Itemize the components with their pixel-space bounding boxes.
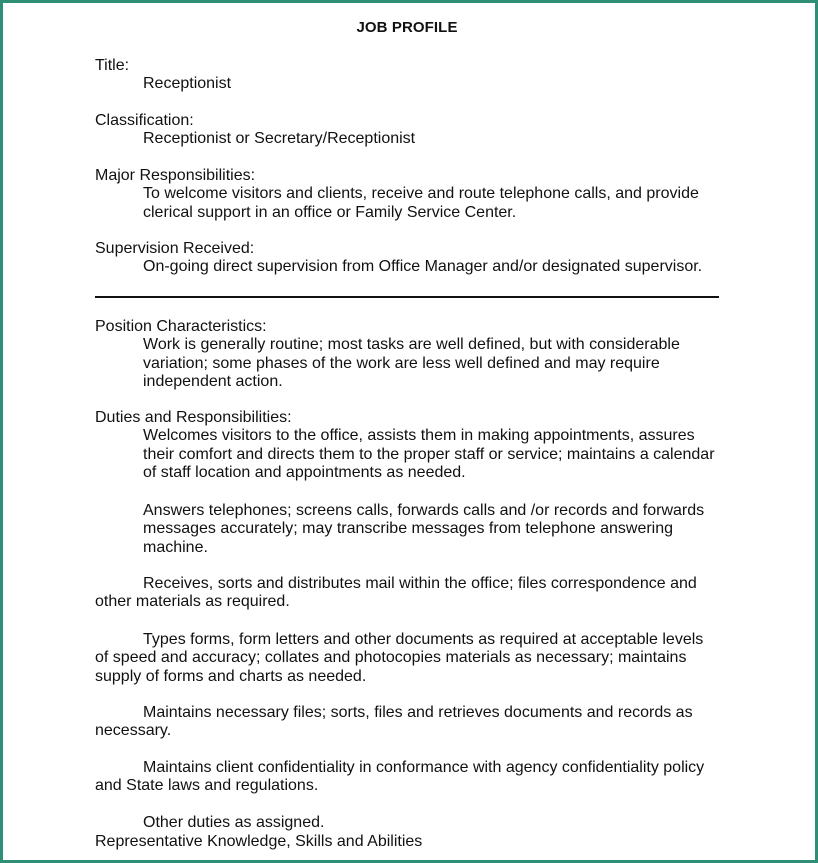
supervision-received-label: Supervision Received:	[95, 240, 255, 257]
position-characteristics-label: Position Characteristics:	[95, 318, 267, 335]
classification-label: Classification:	[95, 112, 194, 129]
duty-item-2: Answers telephones; screens calls, forwards calls and /or records and forwards messages accurately; may transcribe messages from telephone answering machine.	[143, 502, 705, 556]
major-responsibilities-value: To welcome visitors and clients, receive and route telephone calls, and provide clerical support in an office or Family Service Center.	[143, 185, 699, 221]
duty-item-2-block	[95, 502, 719, 557]
knowledge-section	[95, 833, 719, 851]
position-characteristics-value: Work is generally routine; most tasks are well defined, but with considerable variation; some phases of the work are less well defined and may require independent action.	[143, 336, 680, 391]
duty-item-5-block	[95, 704, 719, 741]
position-characteristics-section	[95, 318, 719, 392]
document-title: JOB PROFILE	[356, 19, 458, 36]
section-divider	[95, 296, 719, 298]
classification-value: Receptionist or Secretary/Receptionist	[143, 130, 416, 148]
title-section	[95, 57, 719, 94]
duty-item-5: Maintains necessary files; sorts, files and retrieves documents and records as necessary.	[95, 704, 693, 740]
duties-label: Duties and Responsibilities:	[95, 409, 292, 426]
duty-item-3-block	[95, 575, 719, 612]
duties-section	[95, 409, 719, 483]
duty-item-6-block	[95, 759, 719, 796]
duty-item-7: Other duties as assigned.	[143, 814, 325, 831]
classification-section	[95, 112, 719, 149]
duty-item-4: Types forms, form letters and other documents as required at acceptable levels of speed and accuracy; collates and photocopies materials as necessary; maintains supply of forms and charts as needed.	[95, 631, 704, 685]
supervision-received-value: On-going direct supervision from Office Manager and/or designated supervisor.	[143, 258, 703, 276]
title-label: Title:	[95, 57, 130, 74]
major-responsibilities-section	[95, 167, 719, 222]
duty-item-1: Welcomes visitors to the office, assists them in making appointments, assures their comfort and directs them to the proper staff or service; maintains a calendar of staff location and appointments as needed.	[143, 427, 715, 482]
title-value: Receptionist	[143, 75, 232, 93]
duty-item-3: Receives, sorts and distributes mail within the office; files correspondence and other materials as required.	[95, 575, 697, 611]
duty-item-7-block	[95, 814, 719, 832]
duty-item-6: Maintains client confidentiality in conformance with agency confidentiality policy and State laws and regulations.	[95, 759, 705, 795]
knowledge-label: Representative Knowledge, Skills and Abilities	[95, 833, 423, 850]
duty-item-4-block	[95, 631, 719, 686]
supervision-received-section	[95, 240, 719, 277]
major-responsibilities-label: Major Responsibilities:	[95, 167, 256, 184]
